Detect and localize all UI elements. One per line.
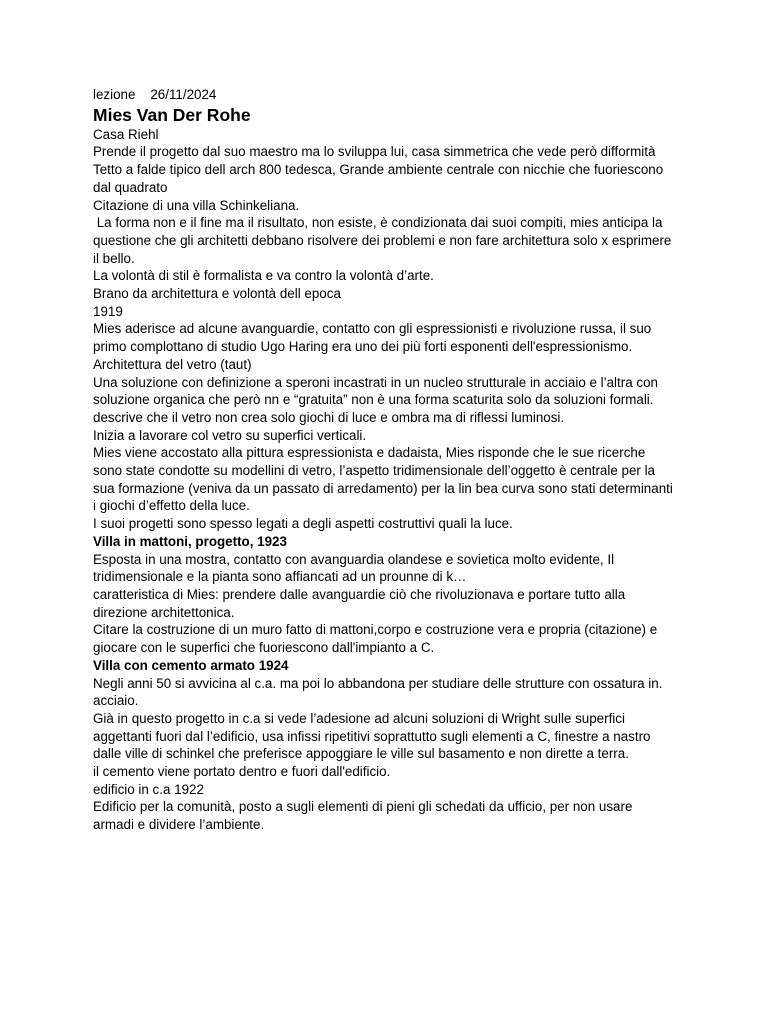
paragraph: Una soluzione con definizione a speroni incastrati in un nucleo strutturale in acciaio e l’altra con soluzione organica che però nn e “gratuita” non è una forma scaturita solo da soluzioni formali.: [93, 374, 658, 408]
lesson-label: lezione: [93, 87, 136, 102]
paragraph: Architettura del vetro (taut): [93, 356, 252, 372]
document-title: Mies Van Der Rohe: [93, 104, 251, 125]
paragraph: I suoi progetti sono spesso legati a degli aspetti costruttivi quali la luce.: [93, 516, 513, 532]
lesson-header: [93, 86, 673, 104]
paragraph: Citazione di una villa Schinkeliana.: [93, 197, 300, 213]
paragraph: Negli anni 50 si avvicina al c.a. ma poi lo abbandona per studiare delle strutture con ossatura in. acciaio.: [93, 675, 663, 709]
paragraph: Edificio per la comunità, posto a sugli elementi di pieni gli schedati da ufficio, per non usare armadi e dividere l’ambiente.: [93, 799, 633, 833]
paragraph: La forma non e il fine ma il risultato, non esiste, è condizionata dai suoi compiti, mies anticipa la questione che gli architetti debbano risolvere dei problemi e non fare architettura solo x esprimere il bello.: [93, 215, 676, 266]
paragraph: Prende il progetto dal suo maestro ma lo sviluppa lui, casa simmetrica che vede però difformità: [93, 144, 656, 160]
paragraph: Inizia a lavorare col vetro su superfici verticali.: [93, 427, 367, 443]
paragraph-casa-riehl: Casa Riehl: [93, 126, 159, 142]
paragraph: descrive che il vetro non crea solo giochi di luce e ombra ma di riflessi luminosi.: [93, 409, 565, 425]
lesson-date: 26/11/2024: [150, 87, 217, 102]
paragraph: edificio in c.a 1922: [93, 781, 204, 797]
paragraph: La volontà di stil è formalista e va contro la volontà d’arte.: [93, 268, 434, 284]
document-page: [93, 86, 676, 834]
section-heading-villa-mattoni: Villa in mattoni, progetto, 1923: [93, 533, 287, 549]
paragraph: Mies aderisce ad alcune avanguardie, contatto con gli espressionisti e rivoluzione russa, il suo primo complottano di studio Ugo Haring era uno dei più forti esponenti dell'espressionismo.: [93, 321, 652, 355]
paragraph: Tetto a falde tipico dell arch 800 tedesca, Grande ambiente centrale con nicchie che fuoriescono dal quadrato: [93, 162, 664, 195]
paragraph: Brano da architettura e volontà dell epoca: [93, 286, 341, 302]
paragraph: Già in questo progetto in c.a si vede l’adesione ad alcuni soluzioni di Wright sulle superfici aggettanti fuori dal l’edificio, usa infissi ripetitivi soprattutto sugli elementi a C, finestre a nastro dalle ville di schinkel che preferisce appoggiare le ville sul basamento e non dirette a terra.: [93, 710, 651, 762]
paragraph: Mies viene accostato alla pittura espressionista e dadaista, Mies risponde che le sue ricerche sono state condotte su modellini di vetro, l’aspetto tridimensionale dell’oggetto è centrale per la sua formazione (veniva da un passato di arredamento) per la lin bea curva sono stati determinanti i giochi d’effetto della luce.: [93, 445, 673, 514]
section-heading-villa-cemento: Villa con cemento armato 1924: [93, 657, 289, 673]
paragraph: Esposta in una mostra, contatto con avanguardia olandese e sovietica molto evidente, Il tridimensionale e la pianta sono affiancati ad un prounne di k…: [93, 551, 615, 585]
paragraph: il cemento viene portato dentro e fuori dall'edificio.: [93, 764, 391, 780]
paragraph-year: 1919: [93, 303, 123, 319]
paragraph: caratteristica di Mies: prendere dalle avanguardie ciò che rivoluzionava e portare tutto alla direzione architettonica.: [93, 586, 626, 620]
paragraph: Citare la costruzione di un muro fatto di mattoni,corpo e costruzione vera e propria (citazione) e giocare con le superfici che fuoriescono dall'impianto a C.: [93, 622, 658, 656]
